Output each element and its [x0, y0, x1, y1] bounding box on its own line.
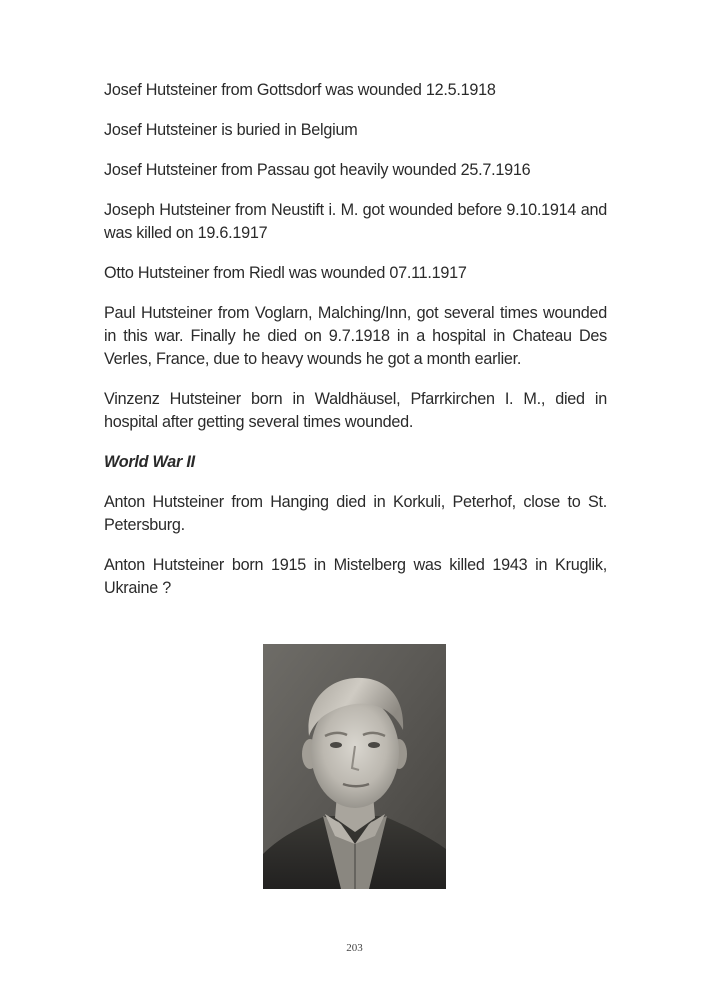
- paragraph-riedl: Otto Hutsteiner from Riedl was wounded 07.11.1917: [104, 264, 467, 282]
- paragraph-neustift: Joseph Hutsteiner from Neustift i. M. got wounded before 9.10.1914 and was killed on 19.6.1917: [104, 201, 607, 242]
- page-number: 203: [346, 942, 363, 954]
- section-heading: World War II: [104, 453, 195, 471]
- paragraph-mistelberg: Anton Hutsteiner born 1915 in Mistelberg was killed 1943 in Kruglik, Ukraine ?: [104, 556, 607, 597]
- photo-eye-right: [368, 742, 380, 748]
- paragraph-gottsdorf: Josef Hutsteiner from Gottsdorf was wounded 12.5.1918: [104, 81, 496, 99]
- paragraph-waldhausel: Vinzenz Hutsteiner born in Waldhäusel, Pfarrkirchen I. M., died in hospital after getting several times wounded.: [104, 390, 607, 431]
- paragraph-passau: Josef Hutsteiner from Passau got heavily wounded 25.7.1916: [104, 161, 531, 179]
- page-body: [104, 79, 607, 617]
- portrait-photo-image: [263, 644, 446, 889]
- paragraph-voglarn: Paul Hutsteiner from Voglarn, Malching/Inn, got several times wounded in this war. Finally he died on 9.7.1918 in a hospital in Chateau Des Verles, France, due to heavy wounds he got a month earlier.: [104, 304, 607, 368]
- paragraph-hanging: Anton Hutsteiner from Hanging died in Korkuli, Peterhof, close to St. Petersburg.: [104, 493, 607, 534]
- paragraph-belgium: Josef Hutsteiner is buried in Belgium: [104, 121, 358, 139]
- portrait-photo: [263, 644, 446, 889]
- photo-eye-left: [330, 742, 342, 748]
